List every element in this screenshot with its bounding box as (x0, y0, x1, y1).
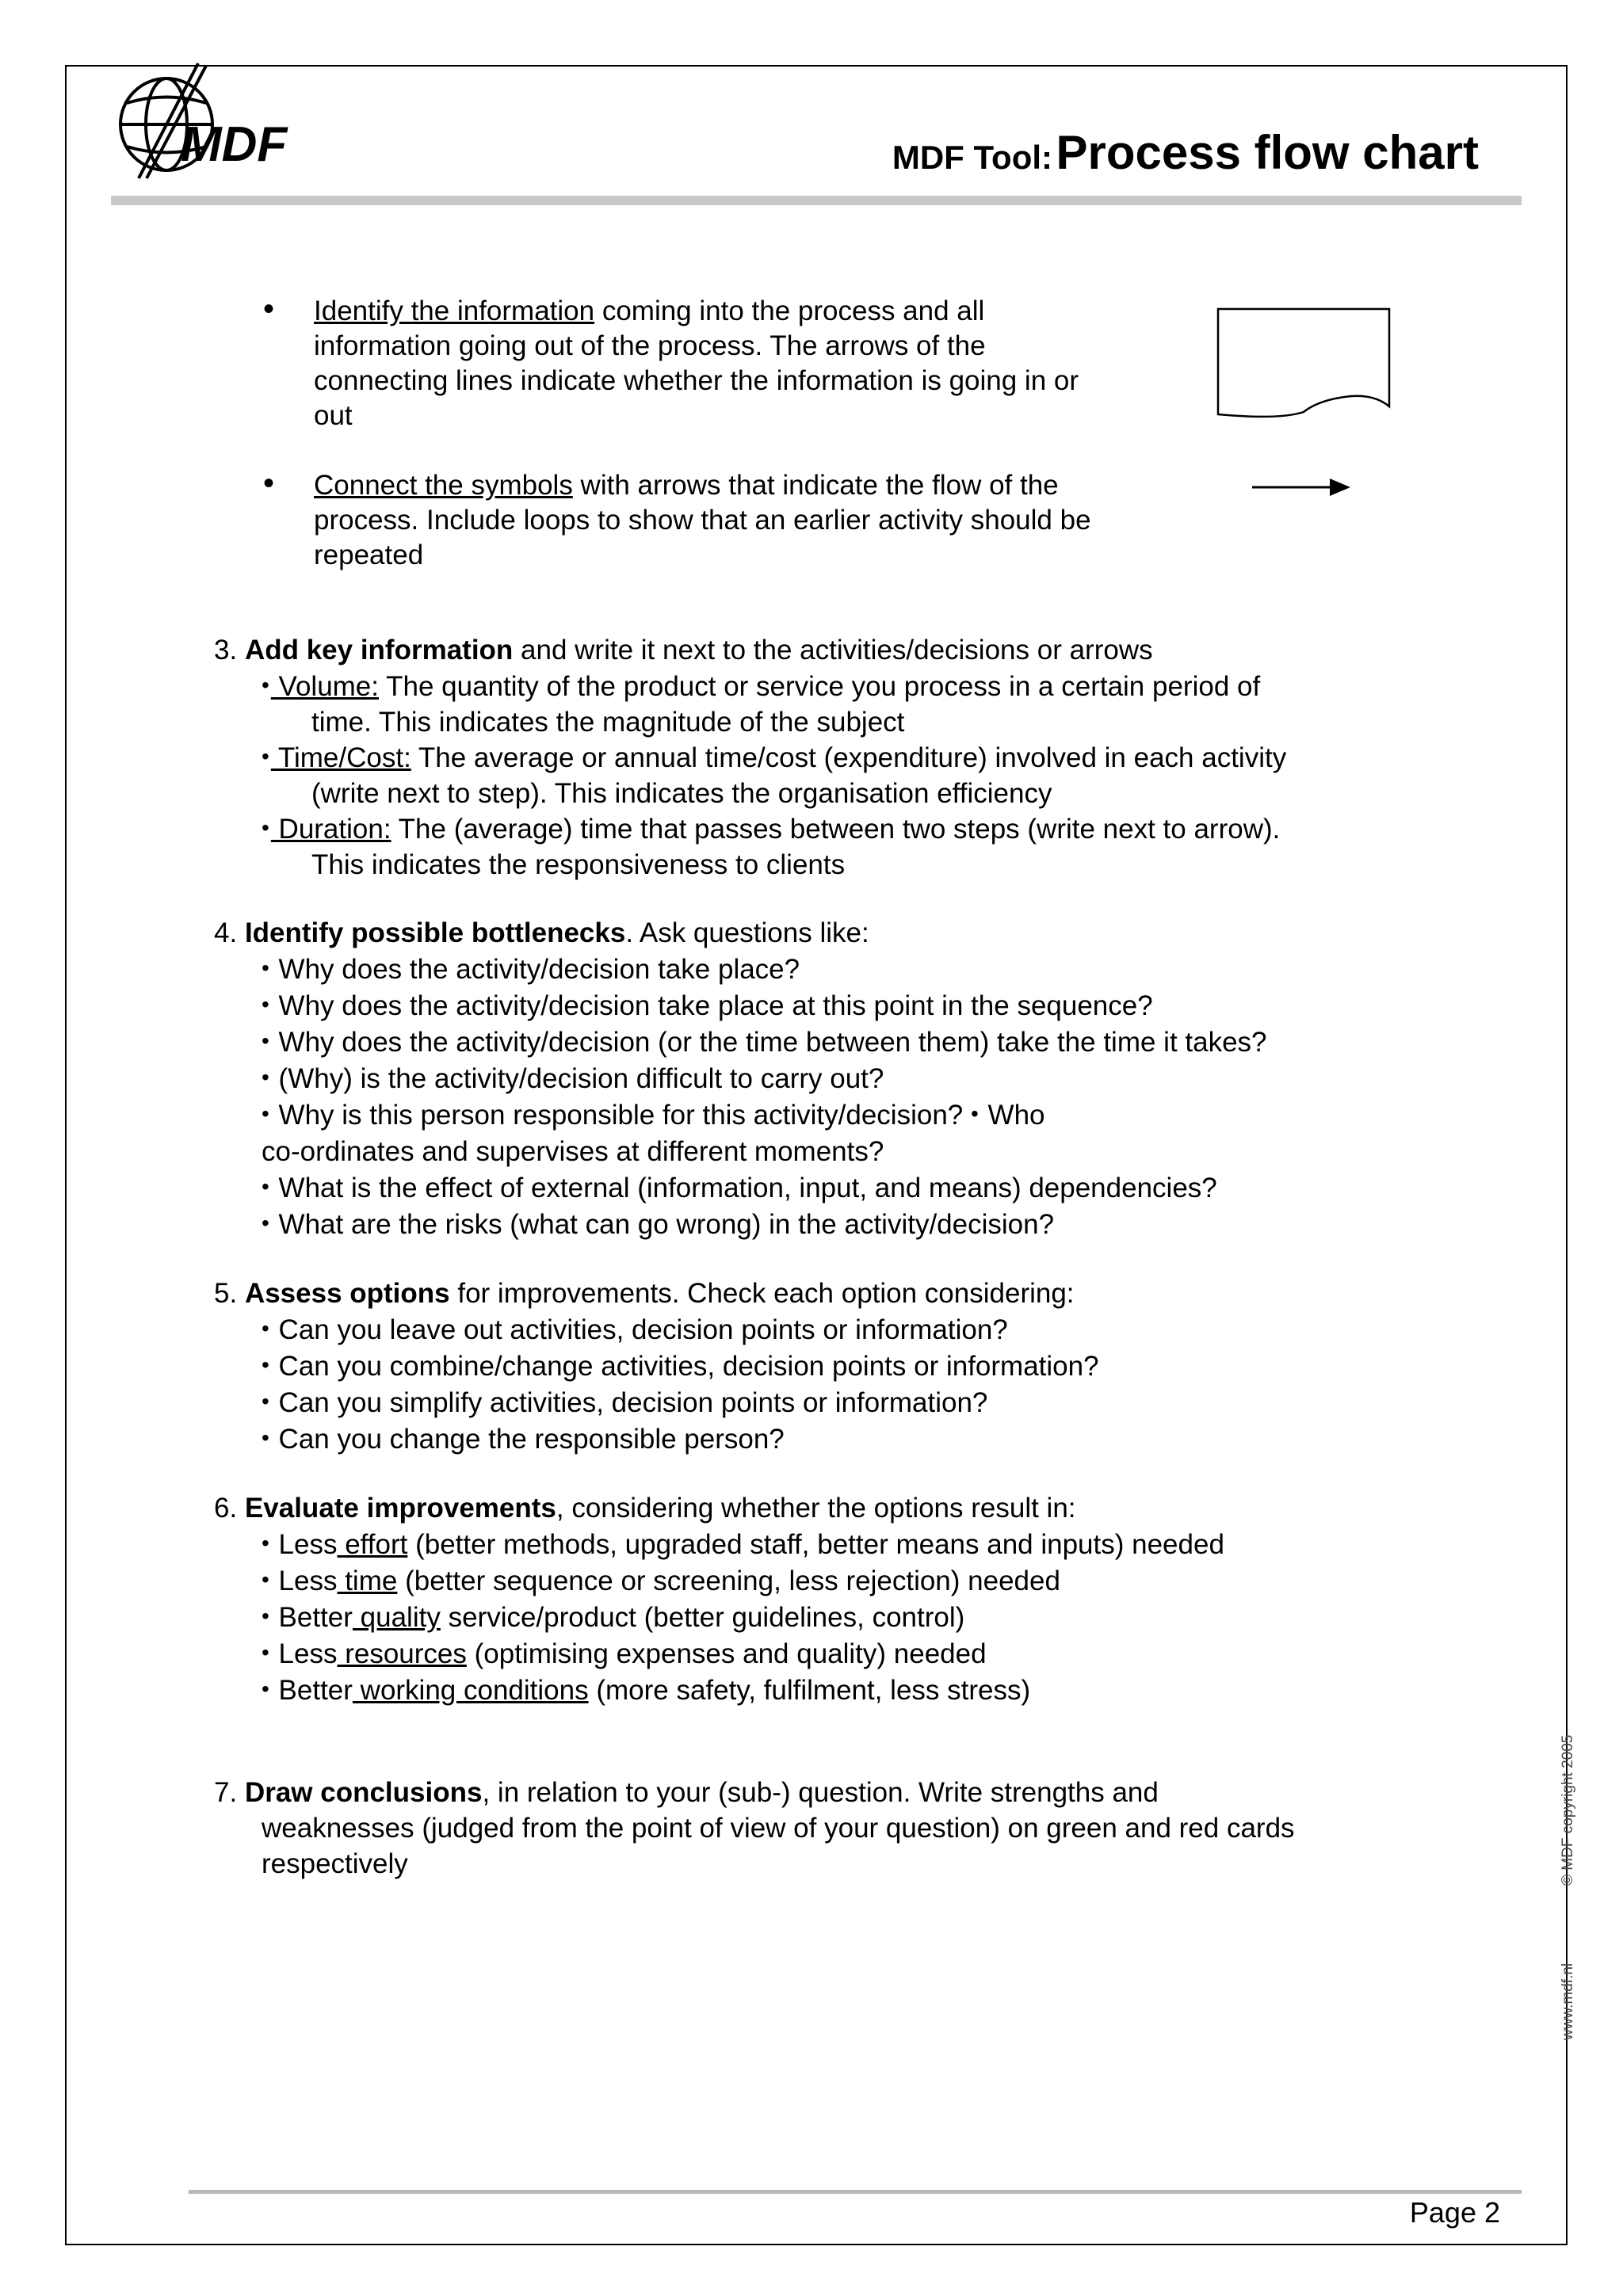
step-4-item: • Why is this person responsible for this activity/decision? • Who (262, 1100, 1045, 1131)
footer-rule (189, 2190, 1522, 2194)
step-6-item: • Better working conditions (more safety, fulfilment, less stress) (262, 1675, 1031, 1706)
step-6-item: • Better quality service/product (better guidelines, control) (262, 1602, 965, 1633)
intro-bullet-2-line: process. Include loops to show that an earlier activity should be (314, 505, 1091, 536)
step-3-item: • Time/Cost: The average or annual time/cost (expenditure) involved in each activity (262, 742, 1287, 773)
step-7-line: weaknesses (judged from the point of view of your question) on green and red cards (262, 1813, 1295, 1844)
step-6-heading: 6. Evaluate improvements, considering whether the options result in: (214, 1493, 1076, 1524)
step-4-item-cont: co-ordinates and supervises at different moments? (262, 1136, 884, 1167)
url-side-text: www.mdf.nl (1560, 1962, 1576, 2040)
copyright-side-text: © MDF copyright 2005 (1560, 1734, 1576, 1886)
step-4-heading: 4. Identify possible bottlenecks. Ask questions like: (214, 917, 869, 948)
mdf-globe-logo-icon (111, 59, 341, 186)
step-6-item: • Less effort (better methods, upgraded staff, better means and inputs) needed (262, 1529, 1224, 1560)
step-7-line: respectively (262, 1848, 408, 1879)
step-6-item: • Less time (better sequence or screening, less rejection) needed (262, 1566, 1060, 1596)
step-5-heading: 5. Assess options for improvements. Check each option considering: (214, 1278, 1075, 1309)
bullet-icon: • (263, 466, 275, 501)
document-symbol-icon (1216, 307, 1391, 426)
step-4-item: • Why does the activity/decision (or the time between them) take the time it takes? (262, 1027, 1267, 1058)
bullet-icon: • (263, 292, 275, 326)
step-3-item-cont: This indicates the responsiveness to clients (311, 849, 846, 880)
step-4-item: • (Why) is the activity/decision difficult to carry out? (262, 1063, 884, 1094)
step-4-item: • Why does the activity/decision take place? (262, 954, 800, 985)
step-3-item-cont: time. This indicates the magnitude of the subject (311, 707, 905, 738)
intro-bullet-1: Identify the information coming into the process and all (314, 296, 985, 326)
step-6-item: • Less resources (optimising expenses and quality) needed (262, 1638, 987, 1669)
logo-text: MDF (181, 117, 288, 172)
step-3-item: • Volume: The quantity of the product or service you process in a certain period of (262, 671, 1261, 702)
step-3-heading: 3. Add key information and write it next to the activities/decisions or arrows (214, 635, 1153, 666)
intro-bullet-2-line: repeated (314, 540, 424, 570)
step-5-item: • Can you leave out activities, decision points or information? (262, 1314, 1008, 1345)
intro-bullet-1-line: connecting lines indicate whether the information is going in or (314, 365, 1079, 396)
step-5-item: • Can you combine/change activities, decision points or information? (262, 1351, 1099, 1382)
intro-bullet-1-line: out (314, 400, 353, 431)
step-7-heading: 7. Draw conclusions, in relation to your (sub-) question. Write strengths and (214, 1777, 1159, 1808)
arrow-right-icon (1252, 475, 1351, 499)
page-title: MDF Tool: Process flow chart (892, 126, 1479, 179)
step-3-item-cont: (write next to step). This indicates the organisation efficiency (311, 778, 1052, 809)
step-4-item: • What is the effect of external (information, input, and means) dependencies? (262, 1173, 1217, 1203)
step-4-item: • What are the risks (what can go wrong) in the activity/decision? (262, 1209, 1055, 1240)
intro-bullet-2: Connect the symbols with arrows that indicate the flow of the (314, 470, 1059, 501)
step-5-item: • Can you change the responsible person? (262, 1424, 785, 1455)
page-number: Page 2 (1409, 2196, 1500, 2229)
step-4-item: • Why does the activity/decision take place at this point in the sequence? (262, 990, 1153, 1021)
step-3-item: • Duration: The (average) time that passes between two steps (write next to arrow). (262, 814, 1281, 845)
intro-bullet-1-line: information going out of the process. The arrows of the (314, 330, 986, 361)
step-5-item: • Can you simplify activities, decision points or information? (262, 1387, 988, 1418)
header-rule (111, 196, 1522, 205)
